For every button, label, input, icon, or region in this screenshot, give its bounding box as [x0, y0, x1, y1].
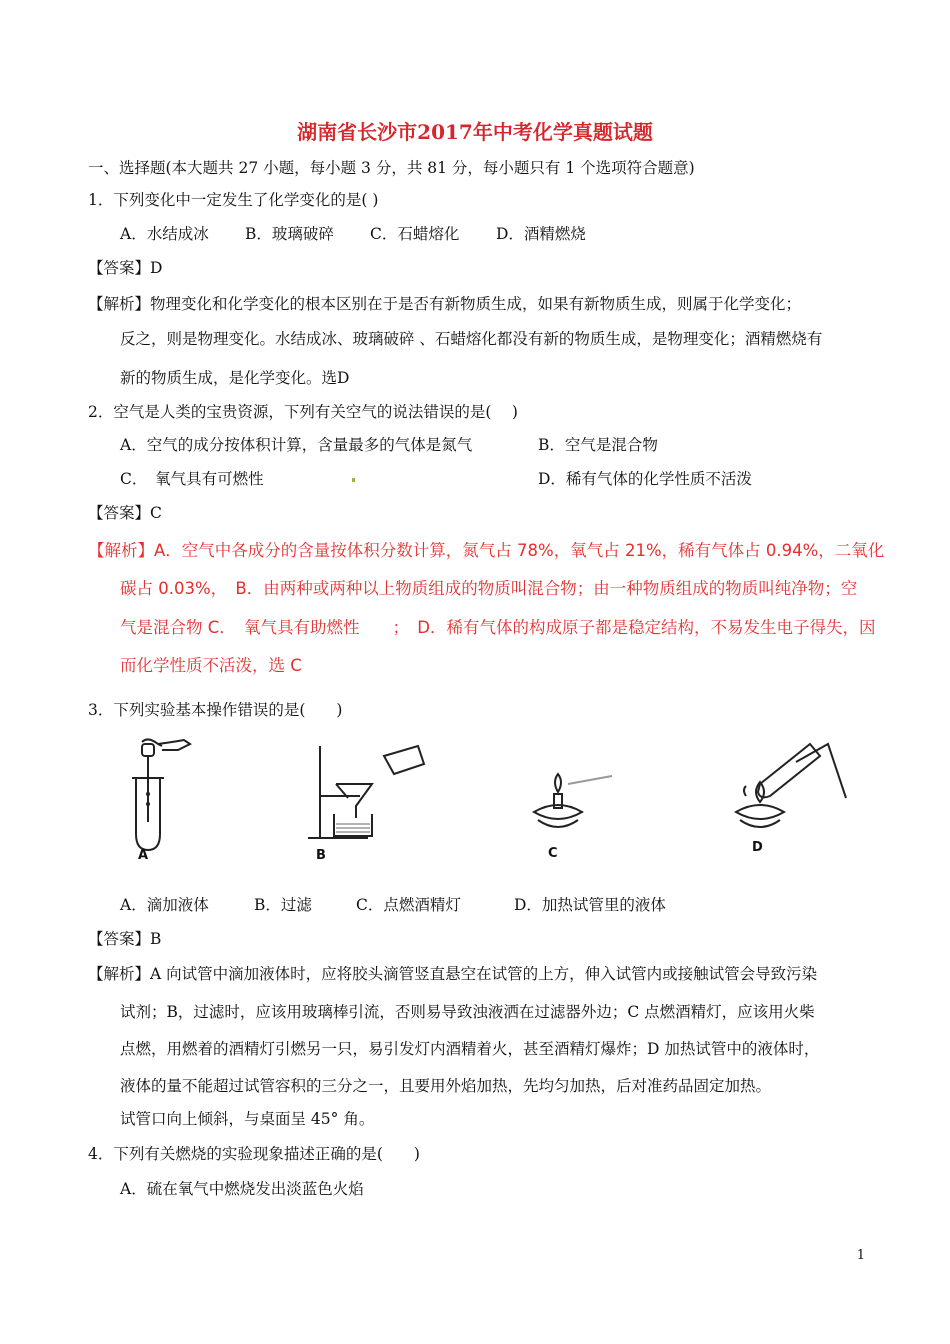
figure-d-label: D [752, 840, 763, 855]
question-1-stem: 1．下列变化中一定发生了化学变化的是( ) [88, 191, 379, 209]
q4-option-a: A．硫在氧气中燃烧发出淡蓝色火焰 [120, 1180, 364, 1198]
question-3-stem: 3．下列实验基本操作错误的是( ) [88, 701, 343, 719]
figure-a-dropper-illustration [118, 738, 208, 868]
q3-analysis-line: 【解析】A 向试管中滴加液体时，应将胶头滴管竖直悬空在试管的上方，伸入试管内或接触试管会导致污染 [88, 965, 818, 983]
q1-option-d: D．酒精燃烧 [496, 225, 586, 243]
q3-option-b: B．过滤 [254, 896, 312, 914]
q2-analysis-line: 而化学性质不活泼，选 C [120, 656, 302, 675]
q3-analysis-line: 试剂；B，过滤时，应该用玻璃棒引流，否则易导致浊液洒在过滤器外边；C 点燃酒精灯，应该用火柴 [120, 1003, 815, 1021]
q2-analysis-line: 【解析】A．空气中各成分的含量按体积分数计算，氮气占 78%，氧气占 21%，稀有气体占 0.94%，二氧化 [88, 541, 885, 560]
q2-option-c: C． 氧气具有可燃性 [120, 470, 264, 488]
figure-b-label: B [316, 848, 326, 863]
section-heading: 一、选择题(本大题共 27 小题，每小题 3 分，共 81 分，每小题只有 1 个选项符合题意) [88, 159, 695, 177]
q2-option-b: B．空气是混合物 [538, 436, 658, 454]
q2-option-d: D．稀有气体的化学性质不活泼 [538, 470, 752, 488]
q3-analysis-line: 点燃，用燃着的酒精灯引燃另一只，易引发灯内酒精着火，甚至酒精灯爆炸；D 加热试管中的液体时， [120, 1040, 820, 1058]
q3-analysis-line: 试管口向上倾斜，与桌面呈 45° 角。 [120, 1110, 375, 1128]
q2-analysis-line: 碳占 0.03%， B．由两种或两种以上物质组成的物质叫混合物；由一种物质组成的物质叫纯净物；空 [120, 579, 858, 598]
q1-analysis-line: 反之，则是物理变化。水结成冰、玻璃破碎 、石蜡熔化都没有新的物质生成，是物理变化；酒精燃烧有 [120, 330, 823, 348]
question-4-stem: 4．下列有关燃烧的实验现象描述正确的是( ) [88, 1145, 420, 1163]
q1-analysis-line: 新的物质生成，是化学变化。选D [120, 369, 350, 387]
q3-analysis-line: 液体的量不能超过试管容积的三分之一，且要用外焰加热，先均匀加热，后对准药品固定加热。 [120, 1077, 772, 1095]
figure-c-label: C [548, 846, 558, 861]
figure-c-alcohol-lamp-illustration [528, 768, 618, 838]
q1-answer: 【答案】D [88, 259, 163, 277]
page-title: 湖南省长沙市2017年中考化学真题试题 [297, 120, 653, 144]
q3-option-c: C．点燃酒精灯 [356, 896, 461, 914]
q2-option-a: A．空气的成分按体积计算，含量最多的气体是氮气 [120, 436, 473, 454]
question-2-stem: 2．空气是人类的宝贵资源，下列有关空气的说法错误的是( ) [88, 403, 518, 421]
q1-analysis-line: 【解析】物理变化和化学变化的根本区别在于是否有新物质生成，如果有新物质生成，则属于化学变化； [88, 295, 802, 313]
q1-option-c: C．石蜡熔化 [370, 225, 460, 243]
page-number: 1 [856, 1248, 865, 1263]
q1-option-b: B．玻璃破碎 [245, 225, 334, 243]
figure-a-label: A [138, 848, 149, 863]
q1-option-a: A．水结成冰 [120, 225, 209, 243]
figure-d-heating-test-tube-illustration [730, 740, 850, 840]
speck-mark [352, 478, 355, 482]
figure-b-filtration-illustration [298, 740, 428, 855]
q2-analysis-line: 气是混合物 C． 氧气具有助燃性 ； D．稀有气体的构成原子都是稳定结构，不易发生电子得失，因 [120, 618, 876, 637]
q2-answer: 【答案】C [88, 504, 162, 522]
q3-answer: 【答案】B [88, 930, 162, 948]
q3-option-d: D．加热试管里的液体 [514, 896, 666, 914]
q3-option-a: A．滴加液体 [120, 896, 209, 914]
